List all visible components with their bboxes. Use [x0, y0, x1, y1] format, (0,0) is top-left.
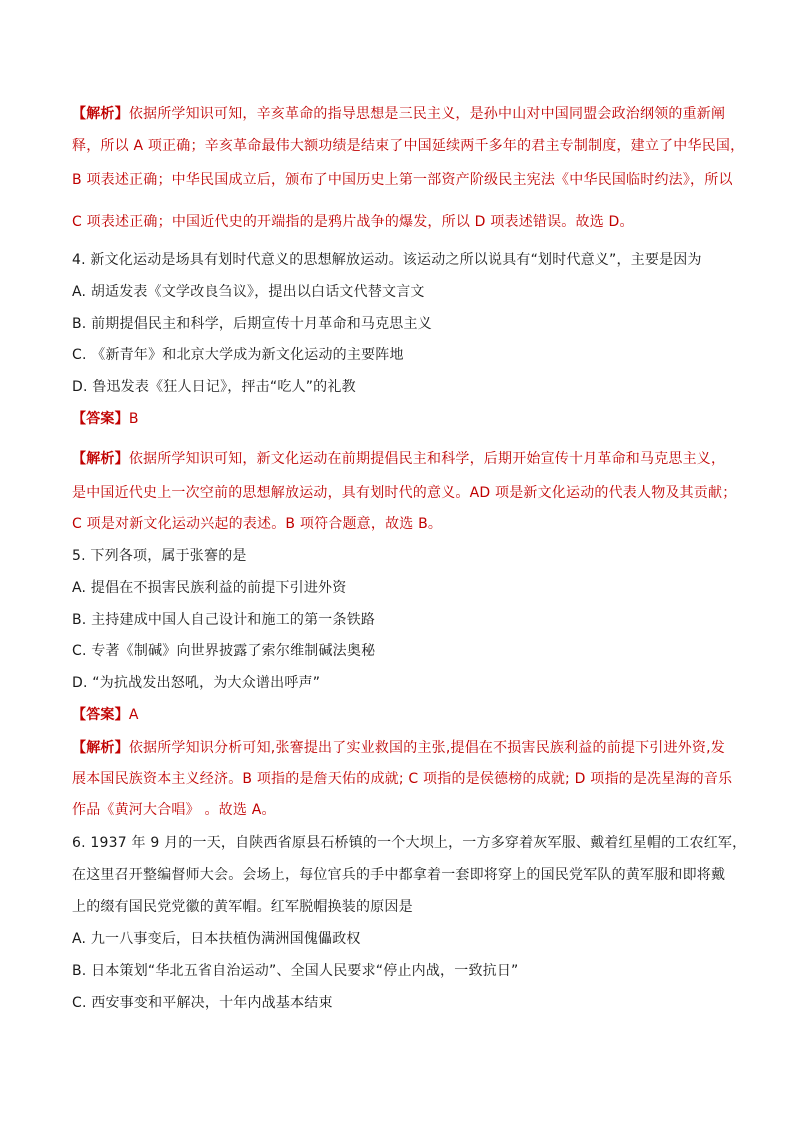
q4-option-a: A. 胡适发表《文学改良刍议》，提出以白话文代替文言文 — [72, 284, 425, 300]
q4-stem: 4. 新文化运动是场具有划时代意义的思想解放运动。该运动之所以说具有“划时代意义”，主要是因为 — [72, 252, 702, 268]
q5-option-d: D. “为抗战发出怒吼，为大众谱出呼声” — [72, 675, 321, 691]
analysis-text: 依据所学知识分析可知,张謇提出了实业救国的主张,提倡在不损害民族利益的前提下引进外资,发 — [128, 740, 725, 756]
q4-analysis-line-1 — [72, 449, 732, 469]
q5-analysis-line-2: 展本国民族资本主义经济。B 项指的是詹天佑的成就; C 项指的是侯德榜的成就; D 项指的是冼星海的音乐 — [72, 771, 733, 787]
analysis-tag: 【解析】 — [72, 106, 129, 122]
q6-option-b: B. 日本策划“华北五省自治运动”、全国人民要求“停止内战，一致抗日” — [72, 963, 519, 979]
q5-option-b: B. 主持建成中国人自己设计和施工的第一条铁路 — [72, 612, 376, 628]
prev-analysis-line-1 — [72, 104, 732, 124]
q5-option-a: A. 提倡在不损害民族利益的前提下引进外资 — [72, 580, 347, 596]
analysis-tag: 【解析】 — [72, 740, 129, 756]
q5-answer — [72, 705, 732, 725]
prev-analysis-line-2: 释，所以 A 项正确；辛亥革命最伟大额功绩是结束了中国延续两千多年的君主专制制度，建立了中华民国， — [72, 138, 745, 154]
answer-tag: 【答案】 — [72, 411, 129, 427]
q5-analysis-line-1 — [72, 738, 732, 758]
q4-option-b: B. 前期提倡民主和科学，后期宣传十月革命和马克思主义 — [72, 316, 432, 332]
q6-option-c: C. 西安事变和平解决，十年内战基本结束 — [72, 995, 333, 1011]
q6-stem-line-2: 在这里召开整编督师大会。会场上，每位官兵的手中都拿着一套即将穿上的国民党军队的黄军服和即将戴 — [72, 867, 726, 883]
q6-option-a: A. 九一八事变后，日本扶植伪满洲国傀儡政权 — [72, 931, 361, 947]
prev-analysis-line-4: C 项表述正确；中国近代史的开端指的是鸦片战争的爆发，所以 D 项表述错误。故选 D。 — [72, 214, 634, 230]
q5-stem: 5. 下列各项，属于张謇的是 — [72, 548, 247, 564]
q6-stem-line-3: 上的缀有国民党党徽的黄军帽。红军脱帽换装的原因是 — [72, 899, 413, 915]
answer-tag: 【答案】 — [72, 707, 129, 723]
prev-analysis-line-3: B 项表述正确；中华民国成立后，颁布了中国历史上第一部资产阶级民主宪法《中华民国临时约法》，所以 — [72, 172, 733, 188]
q5-analysis-line-3: 作品《黄河大合唱》 。故选 A。 — [72, 802, 276, 818]
q6-stem-line-1: 6. 1937 年 9 月的一天，自陕西省原县石桥镇的一个大坝上，一方多穿着灰军服、戴着红星帽的工农红军， — [72, 835, 747, 851]
q4-option-c: C. 《新青年》和北京大学成为新文化运动的主要阵地 — [72, 347, 404, 363]
q4-answer — [72, 409, 732, 429]
answer-value: A — [128, 707, 139, 723]
analysis-tag: 【解析】 — [72, 451, 129, 467]
q4-analysis-line-2: 是中国近代史上一次空前的思想解放运动，具有划时代的意义。AD 项是新文化运动的代表人物及其贡献； — [72, 485, 737, 501]
analysis-text: 依据所学知识可知，新文化运动在前期提倡民主和科学，后期开始宣传十月革命和马克思主义， — [128, 451, 726, 467]
analysis-text: 依据所学知识可知，辛亥革命的指导思想是三民主义，是孙中山对中国同盟会政治纲领的重新阐 — [128, 106, 726, 122]
q4-analysis-line-3: C 项是对新文化运动兴起的表述。B 项符合题意，故选 B。 — [72, 516, 443, 532]
q5-option-c: C. 专著《制碱》向世界披露了索尔维制碱法奥秘 — [72, 643, 376, 659]
q4-option-d: D. 鲁迅发表《狂人日记》，抨击“吃人”的礼教 — [72, 379, 356, 395]
answer-value: B — [128, 411, 139, 427]
